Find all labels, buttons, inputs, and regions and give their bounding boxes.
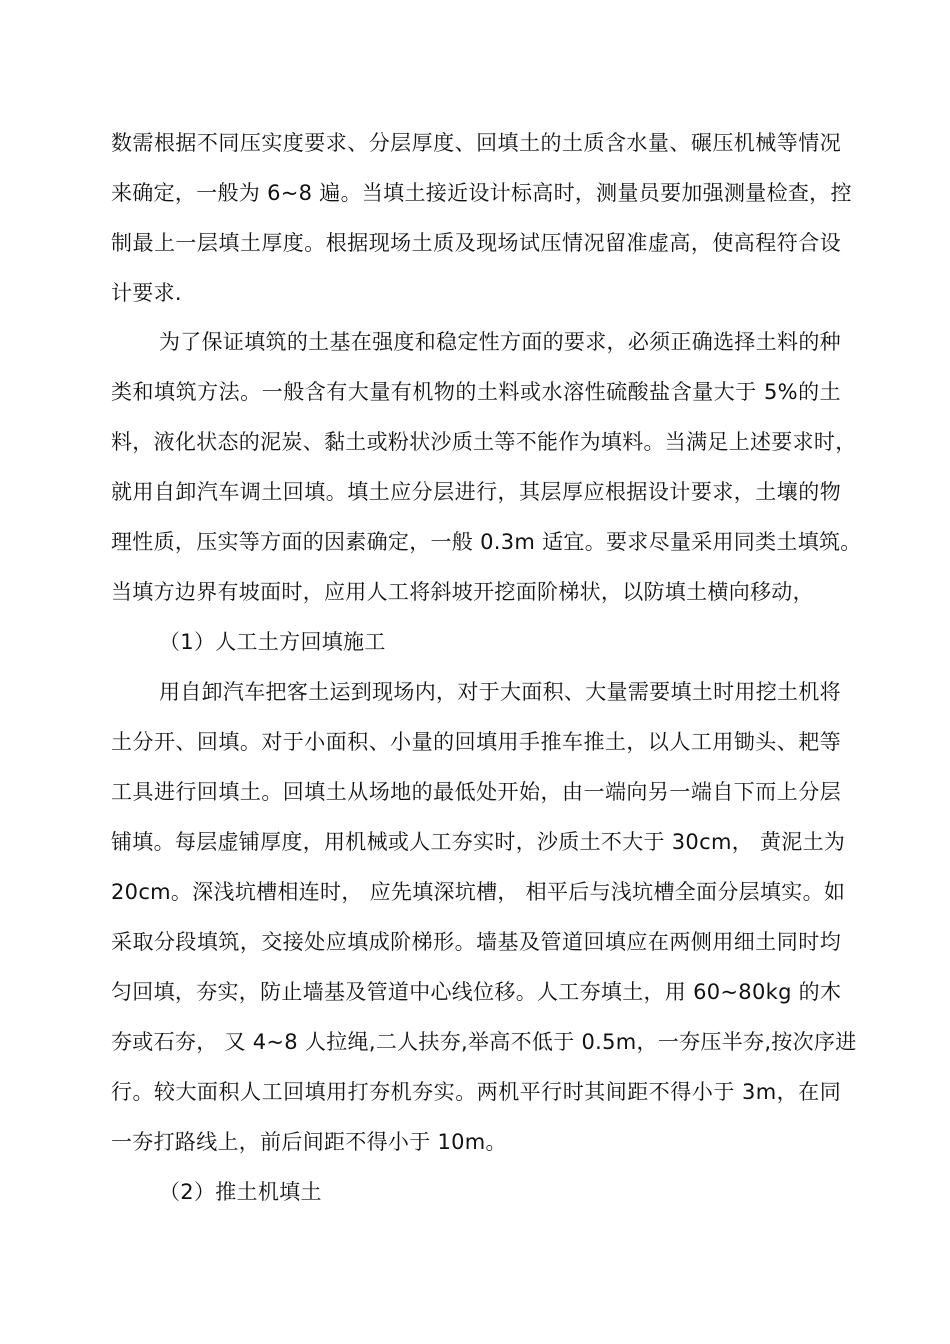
paragraph-line: 用自卸汽车把客土运到现场内，对于大面积、大量需要填土时用挖土机将 — [159, 680, 841, 704]
paragraph-line: 当填方边界有坡面时，应用人工将斜坡开挖面阶梯状，以防填土横向移动， — [111, 580, 814, 604]
paragraph-line: 类和填筑方法。一般含有大量有机物的土料或水溶性硫酸盐含量大于 5%的土 — [111, 380, 841, 404]
paragraph-line: 土分开、回填。对于小面积、小量的回填用手推车推土，以人工用锄头、耙等 — [111, 730, 841, 754]
paragraph-line: 理性质，压实等方面的因素确定，一般 0.3m 适宜。要求尽量采用同类土填筑。 — [111, 530, 862, 554]
paragraph-line: 工具进行回填土。回填土从场地的最低处开始，由一端向另一端自下而上分层 — [111, 780, 841, 804]
paragraph-line: 数需根据不同压实度要求、分层厚度、回填土的土质含水量、碾压机械等情况 — [111, 131, 841, 155]
paragraph-line: 为了保证填筑的土基在强度和稳定性方面的要求，必须正确选择土料的种 — [159, 330, 841, 354]
paragraph-line: 料，液化状态的泥炭、黏土或粉状沙质土等不能作为填料。当满足上述要求时， — [111, 430, 857, 454]
paragraph-line: 行。较大面积人工回填用打夯机夯实。两机平行时其间距不得小于 3m，在同 — [111, 1080, 841, 1104]
paragraph-line: 匀回填，夯实，防止墙基及管道中心线位移。人工夯填土，用 60~80kg 的木 — [111, 980, 842, 1004]
paragraph-line: 计要求. — [111, 281, 182, 305]
section-heading: （1）人工土方回填施工 — [159, 630, 386, 654]
paragraph-line: 铺填。每层虚铺厚度，用机械或人工夯实时，沙质土不大于 30cm， 黄泥土为 — [111, 830, 846, 854]
paragraph-line: 采取分段填筑，交接处应填成阶梯形。墙基及管道回填应在两侧用细土同时均 — [111, 930, 841, 954]
section-heading: （2）推土机填土 — [159, 1180, 322, 1204]
paragraph-line: 就用自卸汽车调土回填。填土应分层进行，其层厚应根据设计要求，土壤的物 — [111, 480, 841, 504]
paragraph-line: 一夯打路线上，前后间距不得小于 10m。 — [111, 1130, 507, 1154]
paragraph-line: 夯或石夯， 又 4~8 人拉绳,二人扶夯,举高不低于 0.5m，一夯压半夯,按次序进 — [111, 1030, 857, 1054]
paragraph-line: 制最上一层填土厚度。根据现场土质及现场试压情况留准虚高，使高程符合设 — [111, 231, 841, 255]
paragraph-line: 来确定，一般为 6~8 遍。当填土接近设计标高时，测量员要加强测量检查，控 — [111, 181, 852, 205]
paragraph-line: 20cm。深浅坑槽相连时， 应先填深坑槽， 相平后与浅坑槽全面分层填实。如 — [111, 880, 846, 904]
